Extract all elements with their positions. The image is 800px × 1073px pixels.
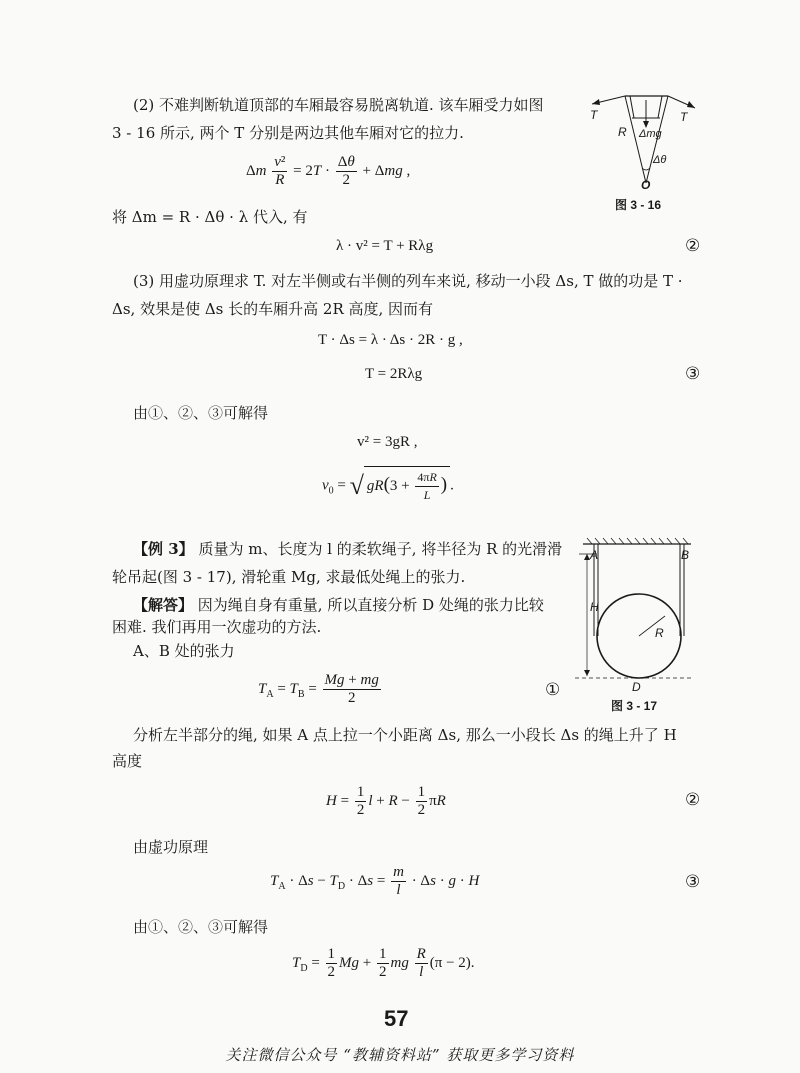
answer-line2: 困难. 我们再用一次虚功的方法.: [112, 618, 322, 636]
example-tag: 【例 3】: [133, 540, 194, 558]
answer-tag: 【解答】: [133, 596, 194, 614]
footer-watermark: 关注微信公众号 “教辅资料站” 获取更多学习资料: [225, 1046, 575, 1064]
fig316-label-dmg: Δmg: [639, 128, 662, 140]
analysis-line1: 分析左半部分的绳, 如果 A 点上拉一个小距离 Δs, 那么一小段长 Δs 的绳上升了 H: [133, 726, 677, 744]
fig316-label-T-left: T: [590, 108, 598, 122]
fig317-label-B: B: [681, 548, 690, 562]
ex3-solve: 由①、②、③可解得: [133, 918, 269, 936]
para3-line1: (3) 用虚功原理求 T. 对左半侧或右半侧的列车来说, 移动一小段 Δs, T 做的功是 T ·: [133, 272, 683, 290]
equation-H: H = $\frac{1}{2}$ l + R − $\frac{1}{2}$ πR: [326, 784, 446, 818]
para2-line2: 3 - 16 所示, 两个 T 分别是两边其他车厢对它的拉力.: [112, 124, 464, 142]
fig316-label-R: R: [618, 125, 627, 139]
answer-line1: [133, 594, 544, 616]
fig317-caption: 图 3 - 17: [611, 699, 658, 713]
equation-3: T = 2Rλg: [365, 366, 423, 382]
ab-tension-text: A、B 处的张力: [133, 642, 235, 660]
fig316-label-dtheta: Δθ: [653, 154, 667, 166]
para3-line2: Δs, 效果是使 Δs 长的车厢升高 2R 高度, 因而有: [112, 300, 434, 318]
equation-ex3-3-number: ③: [685, 872, 701, 892]
equation-force-balance: Δm $\frac{\text{v²}}{R}$ = 2T · $\frac{\Delta\theta}{2}$ + Δmg ,: [246, 154, 411, 188]
equation-virtual-work: T · Δs = λ · Δs · 2R · g ,: [318, 332, 463, 348]
equation-TD: $T_D$ = $\frac{1}{2}$ Mg + $\frac{1}{2}$ mg $\frac{R}{l}$ (π − 2).: [292, 946, 475, 980]
equation-TA-TB: $T_A = T_B$ = $\frac{Mg + mg}{2}$: [258, 672, 379, 706]
fig317-label-R: R: [655, 626, 664, 640]
example3-line2: 轮吊起(图 3 - 17), 滑轮重 Mg, 求最低处绳上的张力.: [112, 568, 466, 586]
equation-v0: $v_0$ = √ gR(3 + $\frac{4\pi R}{L}$ ) .: [322, 466, 454, 506]
equation-ex3-1-number: ①: [545, 680, 561, 700]
equation-2: λ · v² = T + Rλg: [336, 238, 434, 254]
fig316-caption: 图 3 - 16: [615, 198, 662, 212]
equation-virtual-work-2: $T_A \cdot \Delta s - T_D \cdot \Delta s$ = $\frac{m}{l}$ · Δs · g · H: [270, 864, 480, 898]
equation-ex3-2-number: ②: [685, 790, 701, 810]
answer-text-1: 因为绳自身有重量, 所以直接分析 D 处绳的张力比较: [197, 596, 544, 614]
para3-solve: 由①、②、③可解得: [133, 404, 269, 422]
para2-substitute: 将 Δm = R · Δθ · λ 代入, 有: [112, 208, 308, 226]
example3-text-1: 质量为 m、长度为 l 的柔软绳子, 将半径为 R 的光滑滑: [198, 540, 563, 558]
fig316-label-T-right: T: [680, 110, 688, 124]
equation-v-squared: v² = 3gR ,: [357, 434, 418, 450]
fig317-label-H: H: [590, 600, 599, 614]
principle-text: 由虚功原理: [133, 838, 209, 856]
para2-line1: (2) 不难判断轨道顶部的车厢最容易脱离轨道. 该车厢受力如图: [133, 96, 544, 114]
analysis-line2: 高度: [112, 752, 143, 770]
fig317-label-A: A: [590, 548, 599, 562]
example3-line1: [133, 538, 562, 560]
equation-3-number: ③: [685, 364, 701, 384]
equation-2-number: ②: [685, 236, 701, 256]
fig317-label-D: D: [632, 680, 641, 694]
fig316-label-O: O: [641, 178, 651, 192]
page-number: 57: [384, 1006, 409, 1031]
